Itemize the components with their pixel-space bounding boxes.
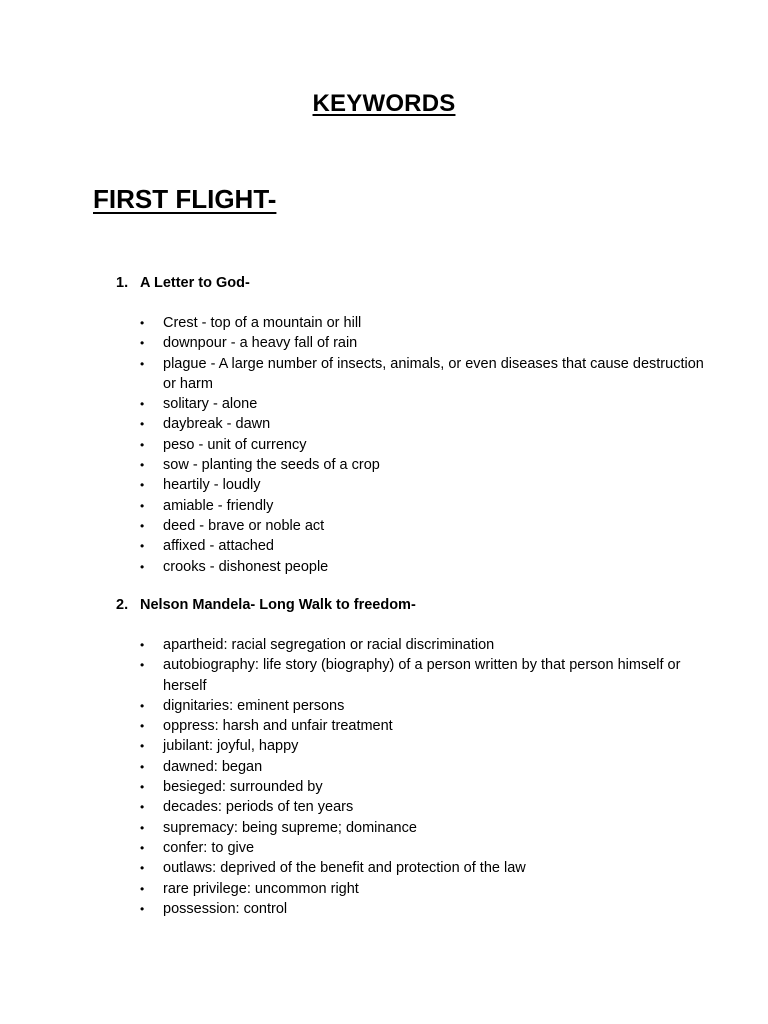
keyword-item [116,818,716,838]
keyword-text: confer: to give [163,839,255,856]
keyword-item [116,757,716,777]
bullet-icon: • [140,397,145,412]
keyword-item [116,696,716,716]
keyword-text: crooks - dishonest people [163,558,329,575]
keyword-item [116,797,716,817]
keyword-item [116,777,716,797]
bullet-icon: • [140,739,145,754]
keyword-text: autobiography: life story (biography) of a person written by that person himself or herself [163,657,681,694]
bullet-icon: • [140,316,145,330]
keyword-item [116,414,716,434]
bullet-icon: • [140,437,145,452]
keyword-text: decades: periods of ten years [163,799,354,816]
bullet-icon: • [140,800,145,815]
keyword-text: solitary - alone [163,396,258,413]
chapter-heading [116,273,716,293]
bullet-icon: • [140,780,145,795]
chapter-title: Nelson Mandela- Long Walk to freedom- [140,597,416,613]
bullet-icon: • [140,458,145,473]
bullet-icon: • [140,881,145,896]
keyword-item [116,838,716,858]
bullet-icon: • [140,638,145,652]
chapter-number: 1. [116,275,129,291]
bullet-icon: • [140,518,145,533]
keyword-list [116,635,716,919]
keyword-item [116,394,716,414]
keyword-item [116,475,716,495]
bullet-icon: • [140,417,145,432]
chapter-heading [116,595,716,615]
keyword-text: heartily - loudly [163,477,261,494]
keyword-text: jubilant: joyful, happy [163,738,299,755]
bullet-icon: • [140,820,145,835]
keyword-item [116,655,716,696]
keyword-item [116,858,716,878]
book-title: FIRST FLIGHT- [93,184,277,214]
keyword-item [116,635,716,655]
chapter-section [116,273,716,577]
keyword-text: peso - unit of currency [163,436,307,453]
keyword-text: affixed - attached [163,538,274,555]
keyword-item [116,435,716,455]
bullet-icon: • [140,719,145,734]
keyword-item [116,496,716,516]
chapter-section [116,595,716,919]
chapter-title: A Letter to God- [140,275,250,291]
bullet-icon: • [140,478,145,493]
keyword-text: plague - A large number of insects, animals, or even diseases that cause destruction or harm [163,355,704,392]
bullet-icon: • [140,336,145,351]
keyword-item [116,879,716,899]
keyword-item [116,455,716,475]
keyword-text: sow - planting the seeds of a crop [163,457,380,474]
keyword-item [116,354,716,395]
bullet-icon: • [140,840,145,855]
bullet-icon: • [140,901,145,916]
keyword-text: dignitaries: eminent persons [163,697,345,714]
keyword-text: oppress: harsh and unfair treatment [163,718,393,735]
bullet-icon: • [140,759,145,774]
keyword-item [116,736,716,756]
keyword-text: dawned: began [163,758,263,775]
keyword-item [116,536,716,556]
keyword-item [116,899,716,919]
keyword-item [116,557,716,577]
keyword-text: deed - brave or noble act [163,517,325,534]
bullet-icon: • [140,539,145,554]
chapter-number: 2. [116,597,129,613]
keyword-item [116,313,716,333]
bullet-icon: • [140,861,145,876]
keyword-item [116,333,716,353]
keyword-text: supremacy: being supreme; dominance [163,819,417,836]
keyword-text: daybreak - dawn [163,416,271,433]
keyword-list [116,313,716,577]
document-title: KEYWORDS [312,90,456,117]
keyword-text: outlaws: deprived of the benefit and protection of the law [163,860,526,877]
keyword-text: amiable - friendly [163,497,274,514]
keyword-text: downpour - a heavy fall of rain [163,335,358,352]
bullet-icon: • [140,658,145,673]
bullet-icon: • [140,498,145,513]
keyword-item [116,716,716,736]
keyword-text: apartheid: racial segregation or racial discrimination [163,637,495,653]
bullet-icon: • [140,559,145,574]
keyword-text: possession: control [163,900,288,917]
keyword-text: Crest - top of a mountain or hill [163,315,362,331]
keyword-text: rare privilege: uncommon right [163,880,359,897]
keyword-item [116,516,716,536]
keyword-text: besieged: surrounded by [163,779,323,796]
bullet-icon: • [140,356,145,371]
bullet-icon: • [140,698,145,713]
